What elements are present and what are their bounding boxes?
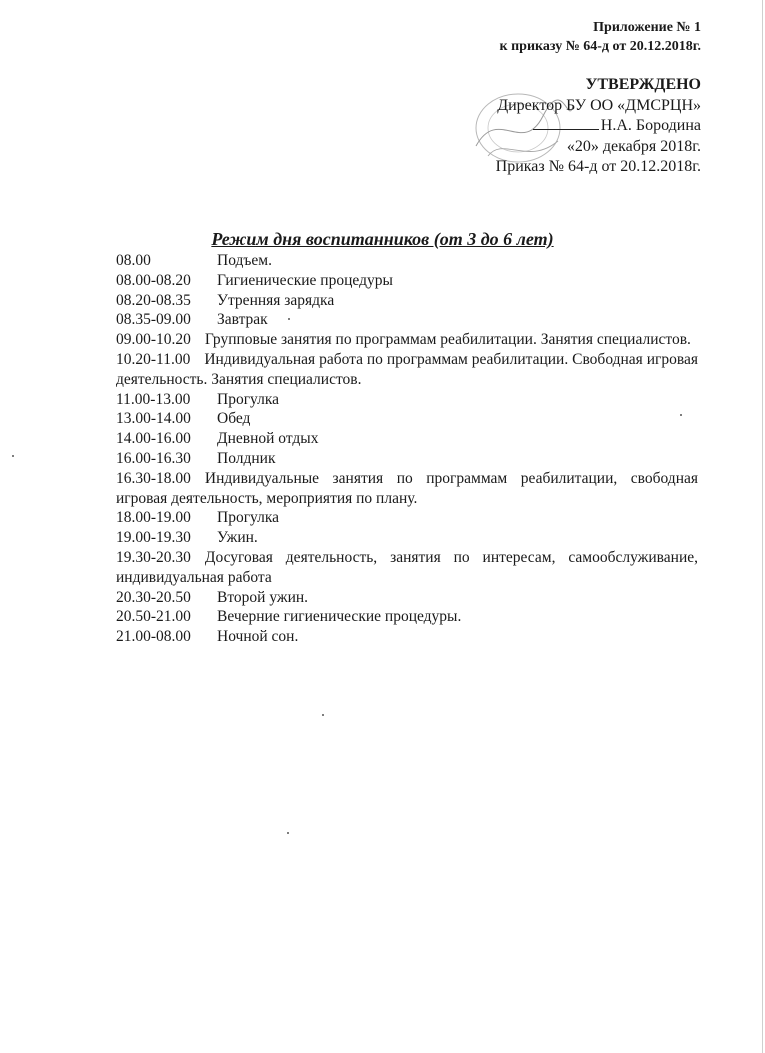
schedule-row — [116, 508, 698, 528]
scan-edge — [762, 0, 763, 1053]
schedule-row — [116, 390, 698, 410]
approval-signer-name: Н.А. Бородина — [600, 117, 701, 134]
schedule-row — [116, 350, 698, 390]
schedule-activity: Утренняя зарядка — [217, 291, 335, 309]
schedule-row — [116, 291, 698, 311]
schedule-row — [116, 271, 698, 291]
scan-speck — [287, 832, 289, 834]
schedule-activity: Индивидуальная работа по программам реабилитации. Свободная игровая деятельность. Занятия специалистов. — [116, 350, 698, 388]
schedule-activity: Групповые занятия по программам реабилитации. Занятия специалистов. — [204, 331, 691, 349]
annex-header — [500, 18, 701, 56]
schedule-row — [116, 627, 698, 647]
schedule-row — [116, 528, 698, 548]
scan-speck — [680, 414, 682, 416]
signature-line — [533, 116, 599, 130]
schedule-row — [116, 429, 698, 449]
schedule-time: 16.00-16.30 — [116, 449, 191, 467]
schedule-row — [116, 449, 698, 469]
schedule-time: 18.00-19.00 — [116, 509, 191, 527]
schedule-row — [116, 607, 698, 627]
schedule-row — [116, 409, 698, 429]
schedule-activity: Подъем. — [217, 252, 272, 269]
schedule-time: 09.00-10.20 — [116, 331, 191, 349]
schedule-row — [116, 469, 698, 509]
schedule-time: 21.00-08.00 — [116, 628, 191, 646]
schedule-activity: Индивидуальные занятия по программам реабилитации, свободная игровая деятельность, мероприятия по плану. — [116, 469, 698, 507]
schedule-time: 08.00-08.20 — [116, 271, 191, 289]
schedule-time: 20.30-20.50 — [116, 588, 191, 606]
schedule-activity: Прогулка — [217, 509, 280, 527]
schedule-activity: Второй ужин. — [217, 588, 309, 606]
schedule-activity: Досуговая деятельность, занятия по интересам, самообслуживание, индивидуальная работа — [116, 548, 698, 586]
schedule-activity: Вечерние гигиенические процедуры. — [217, 608, 462, 626]
schedule-activity: Дневной отдых — [217, 430, 319, 448]
schedule-activity: Ночной сон. — [217, 628, 299, 646]
approval-signature-line — [496, 116, 701, 137]
schedule-row — [116, 310, 698, 330]
annex-order-ref: к приказу № 64-д от 20.12.2018г. — [499, 39, 701, 54]
approval-order: Приказ № 64-д от 20.12.2018г. — [495, 158, 701, 175]
scan-speck — [288, 318, 290, 320]
schedule-time: 10.20-11.00 — [116, 350, 191, 368]
schedule-activity: Полдник — [217, 449, 276, 467]
approval-heading: УТВЕРЖДЕНО — [585, 76, 701, 93]
annex-number: Приложение № 1 — [593, 20, 701, 35]
schedule-activity: Прогулка — [217, 390, 280, 408]
scan-speck — [322, 714, 324, 716]
schedule-time: 11.00-13.00 — [116, 390, 191, 408]
schedule-time: 19.00-19.30 — [116, 529, 191, 547]
schedule-activity: Завтрак — [217, 311, 268, 329]
schedule-time: 08.35-09.00 — [116, 311, 191, 329]
approval-block — [496, 75, 701, 178]
schedule-activity: Обед — [217, 410, 251, 428]
schedule-time: 20.50-21.00 — [116, 608, 191, 626]
schedule-list — [116, 251, 698, 647]
schedule-row — [116, 548, 698, 588]
document-title: Режим дня воспитанников (от 3 до 6 лет) — [211, 229, 554, 249]
schedule-time: 19.30-20.30 — [116, 548, 191, 566]
schedule-time: 14.00-16.00 — [116, 430, 191, 448]
schedule-row — [116, 588, 698, 608]
schedule-time: 13.00-14.00 — [116, 410, 191, 428]
approval-date: «20» декабря 2018г. — [566, 137, 701, 155]
schedule-time: 08.20-08.35 — [116, 291, 191, 309]
scan-speck — [12, 455, 14, 457]
schedule-activity: Гигиенические процедуры — [217, 271, 393, 289]
schedule-row — [116, 330, 698, 350]
schedule-time: 08.00 — [116, 252, 151, 269]
schedule-time: 16.30-18.00 — [116, 469, 191, 487]
schedule-activity: Ужин. — [217, 529, 258, 547]
schedule-row — [116, 251, 698, 271]
approval-position: Директор БУ ОО «ДМСРЦН» — [497, 96, 701, 114]
